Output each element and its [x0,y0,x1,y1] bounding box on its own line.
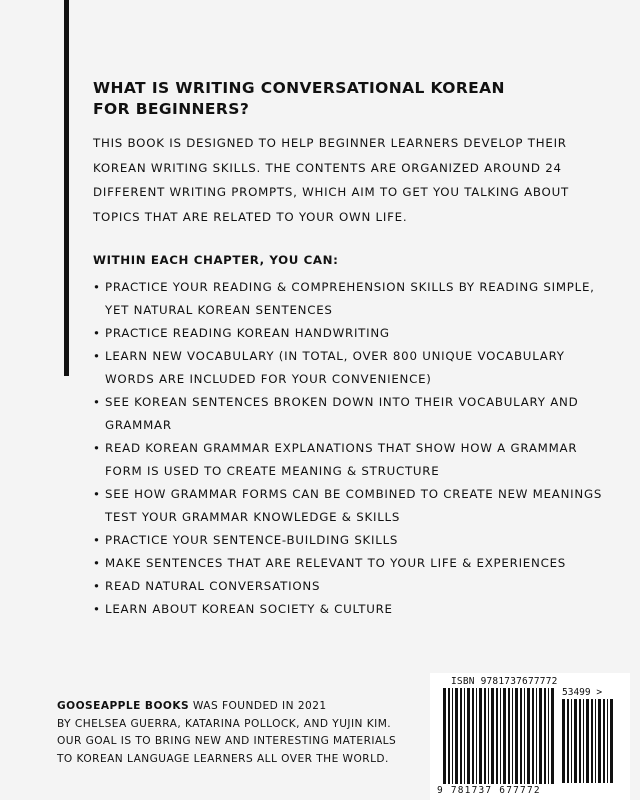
price-barcode-icon [562,699,617,783]
barcode-bar [479,688,482,784]
title-line-1: WHAT IS WRITING CONVERSATIONAL KOREAN [93,79,505,97]
bullet-icon: • [93,280,101,294]
intro-line: THIS BOOK IS DESIGNED TO HELP BEGINNER LEARNERS DEVELOP THEIR [93,136,567,150]
bullet-icon: • [93,487,101,501]
barcode-bar [544,688,546,784]
list-item-text: READ NATURAL CONVERSATIONS [105,579,321,593]
barcode-bar [567,699,569,783]
list-item-text: PRACTICE YOUR SENTENCE-BUILDING SKILLS [105,533,399,547]
price-code: 53499 > [562,687,603,698]
barcode-bar [508,688,510,784]
list-item-text: GRAMMAR [105,418,172,432]
publisher-line-2: BY CHELSEA GUERRA, KATARINA POLLOCK, AND YUJIN KIM. [57,717,392,730]
intro-line: KOREAN WRITING SKILLS. THE CONTENTS ARE ORGANIZED AROUND 24 [93,160,562,175]
barcode-bar [591,699,593,783]
barcode-bar [583,699,584,783]
title-line-2: FOR BEGINNERS? [93,100,250,118]
bullet-icon: • [93,533,101,547]
list-item [93,345,613,391]
barcode-bar [571,699,572,783]
list-item-text: MAKE SENTENCES THAT ARE RELEVANT TO YOUR LIFE & EXPERIENCES [105,556,567,570]
barcode-bar [455,688,458,784]
feature-list [93,276,613,621]
barcode-bar [595,699,596,783]
list-item-text: LEARN NEW VOCABULARY (IN TOTAL, OVER 800 UNIQUE VOCABULARY [105,349,565,363]
barcode-bar [598,699,601,783]
list-item [93,437,613,483]
barcode-bar [610,699,613,783]
list-item-text: SEE HOW GRAMMAR FORMS CAN BE COMBINED TO CREATE NEW MEANINGS [105,487,603,501]
publisher-line-1-text: WAS FOUNDED IN 2021 [189,700,327,712]
list-item [93,575,613,598]
list-item-text: YET NATURAL KOREAN SENTENCES [105,303,333,317]
barcode-bar [500,688,501,784]
barcode-bar [520,688,522,784]
barcode-bar [443,688,446,784]
bullet-icon: • [93,441,101,455]
barcode-bar [579,699,581,783]
barcode-bar [467,688,470,784]
barcode-bar [512,688,513,784]
list-item [93,391,613,437]
list-item [93,598,613,621]
vertical-rule [64,0,69,376]
list-item-text: TEST YOUR GRAMMAR KNOWLEDGE & SKILLS [105,510,401,524]
isbn-barcode-icon [443,688,555,784]
publisher-line-3: OUR GOAL IS TO BRING NEW AND INTERESTING MATERIALS [57,735,397,748]
isbn-label: ISBN 9781737677772 [451,676,558,687]
bullet-icon: • [93,349,101,363]
list-item-text: LEARN ABOUT KOREAN SOCIETY & CULTURE [105,602,393,616]
barcode-bar [551,688,554,784]
bullet-icon: • [93,326,101,340]
publisher-line-1 [57,698,437,716]
list-item [93,529,613,552]
list-item [93,483,613,529]
barcode-bar [524,688,525,784]
intro-line: TOPICS THAT ARE RELATED TO YOUR OWN LIFE. [93,209,408,224]
list-item-text: PRACTICE READING KOREAN HANDWRITING [105,326,390,340]
list-item-text: READ KOREAN GRAMMAR EXPLANATIONS THAT SHOW HOW A GRAMMAR [105,441,578,455]
page-title [93,78,573,120]
list-item-text: SEE KOREAN SENTENCES BROKEN DOWN INTO THEIR VOCABULARY AND [105,395,579,409]
isbn-digits: 9 781737 677772 [437,785,541,796]
barcode-bar [532,688,534,784]
barcode-bar [488,688,489,784]
barcode-bar [460,688,462,784]
barcode-bar [539,688,542,784]
bullet-icon: • [93,602,101,616]
bullet-icon: • [93,579,101,593]
barcode-bar [464,688,465,784]
publisher-line-4: TO KOREAN LANGUAGE LEARNERS ALL OVER THE WORLD. [57,752,389,765]
barcode-bar [503,688,506,784]
barcode-bar [548,688,549,784]
list-item-text: WORDS ARE INCLUDED FOR YOUR CONVENIENCE) [105,372,432,386]
list-item [93,552,613,575]
publisher-note [57,698,437,768]
list-item [93,276,613,322]
list-item-text: PRACTICE YOUR READING & COMPREHENSION SKILLS BY READING SIMPLE, [105,280,595,294]
publisher-name: GOOSEAPPLE BOOKS [57,700,190,712]
intro-line: DIFFERENT WRITING PROMPTS, WHICH AIM TO GET YOU TALKING ABOUT [93,185,569,199]
barcode-bar [536,688,537,784]
list-item [93,322,613,345]
barcode-bar [527,688,530,784]
bullet-icon: • [93,395,101,409]
bullet-icon: • [93,556,101,570]
list-item-text: FORM IS USED TO CREATE MEANING & STRUCTURE [105,464,440,478]
barcode-bar [448,688,450,784]
barcode-bar [491,688,494,784]
barcode-bar [472,688,474,784]
barcode-bar [496,688,498,784]
barcode-bar [452,688,453,784]
barcode-bar [607,699,608,783]
barcode-bar [484,688,486,784]
barcode-bar [562,699,565,783]
barcode-bar [515,688,518,784]
intro-paragraph [93,131,593,229]
barcode-bar [586,699,589,783]
barcode-bar [574,699,577,783]
barcode-bar [603,699,605,783]
chapter-heading: WITHIN EACH CHAPTER, YOU CAN: [93,253,339,267]
barcode-bar [476,688,477,784]
